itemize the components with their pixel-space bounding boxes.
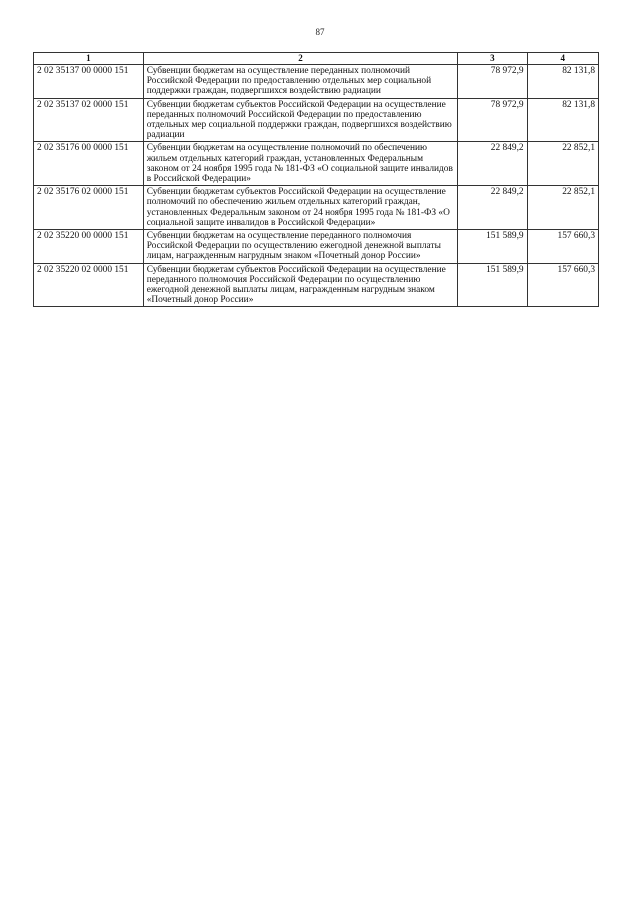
- table-row: [34, 142, 599, 186]
- page-number: 87: [315, 27, 325, 37]
- row-value-col3: 151 589,9: [458, 230, 527, 264]
- row-name: Субвенции бюджетам субъектов Российской Федерации на осуществление переданных полномочий Российской Федерации по предоставлению отдельных мер социальной поддержки граждан, подвергшихся воздействию радиации: [143, 98, 458, 142]
- row-name: Субвенции бюджетам на осуществление полномочий по обеспечению жильем отдельных категорий граждан, установленных Федеральным законом от 24 ноября 1995 года № 181-ФЗ «О социальной защите инвалидов в Российской Федерации»: [143, 142, 458, 186]
- row-value-col4: 82 131,8: [527, 98, 598, 142]
- row-code: 2 02 35220 00 0000 151: [34, 230, 144, 264]
- row-value-col4: 22 852,1: [527, 142, 598, 186]
- budget-table: [33, 52, 599, 307]
- header-col-3: 3: [458, 53, 527, 65]
- row-code: 2 02 35176 02 0000 151: [34, 186, 144, 230]
- row-name: Субвенции бюджетам на осуществление переданного полномочия Российской Федерации по осуществлению ежегодной денежной выплаты лицам, награжденным нагрудным знаком «Почетный донор России»: [143, 230, 458, 264]
- header-col-2: 2: [143, 53, 458, 65]
- row-code: 2 02 35137 00 0000 151: [34, 65, 144, 99]
- row-code: 2 02 35176 00 0000 151: [34, 142, 144, 186]
- row-code: 2 02 35137 02 0000 151: [34, 98, 144, 142]
- row-value-col4: 157 660,3: [527, 230, 598, 264]
- row-name: Субвенции бюджетам субъектов Российской Федерации на осуществление полномочий по обеспечению жильем отдельных категорий граждан, установленных Федеральным законом от 24 ноября 1995 года № 181-ФЗ «О социальной защите инвалидов в Российской Федерации»: [143, 186, 458, 230]
- row-value-col4: 157 660,3: [527, 263, 598, 307]
- row-value-col3: 151 589,9: [458, 263, 527, 307]
- table-row: [34, 230, 599, 264]
- header-col-1: 1: [34, 53, 144, 65]
- row-value-col4: 22 852,1: [527, 186, 598, 230]
- row-value-col3: 78 972,9: [458, 98, 527, 142]
- table-row: [34, 263, 599, 307]
- table-row: [34, 186, 599, 230]
- row-code: 2 02 35220 02 0000 151: [34, 263, 144, 307]
- table-header-row: [34, 53, 599, 65]
- table-row: [34, 98, 599, 142]
- header-col-4: 4: [527, 53, 598, 65]
- row-value-col3: 22 849,2: [458, 142, 527, 186]
- row-value-col3: 78 972,9: [458, 65, 527, 99]
- row-value-col3: 22 849,2: [458, 186, 527, 230]
- row-value-col4: 82 131,8: [527, 65, 598, 99]
- row-name: Субвенции бюджетам субъектов Российской Федерации на осуществление переданного полномочия Российской Федерации по осуществлению ежегодной денежной выплаты лицам, награжденным нагрудным знаком «Почетный донор России»: [143, 263, 458, 307]
- table-row: [34, 65, 599, 99]
- row-name: Субвенции бюджетам на осуществление переданных полномочий Российской Федерации по предоставлению отдельных мер социальной поддержки граждан, подвергшихся воздействию радиации: [143, 65, 458, 99]
